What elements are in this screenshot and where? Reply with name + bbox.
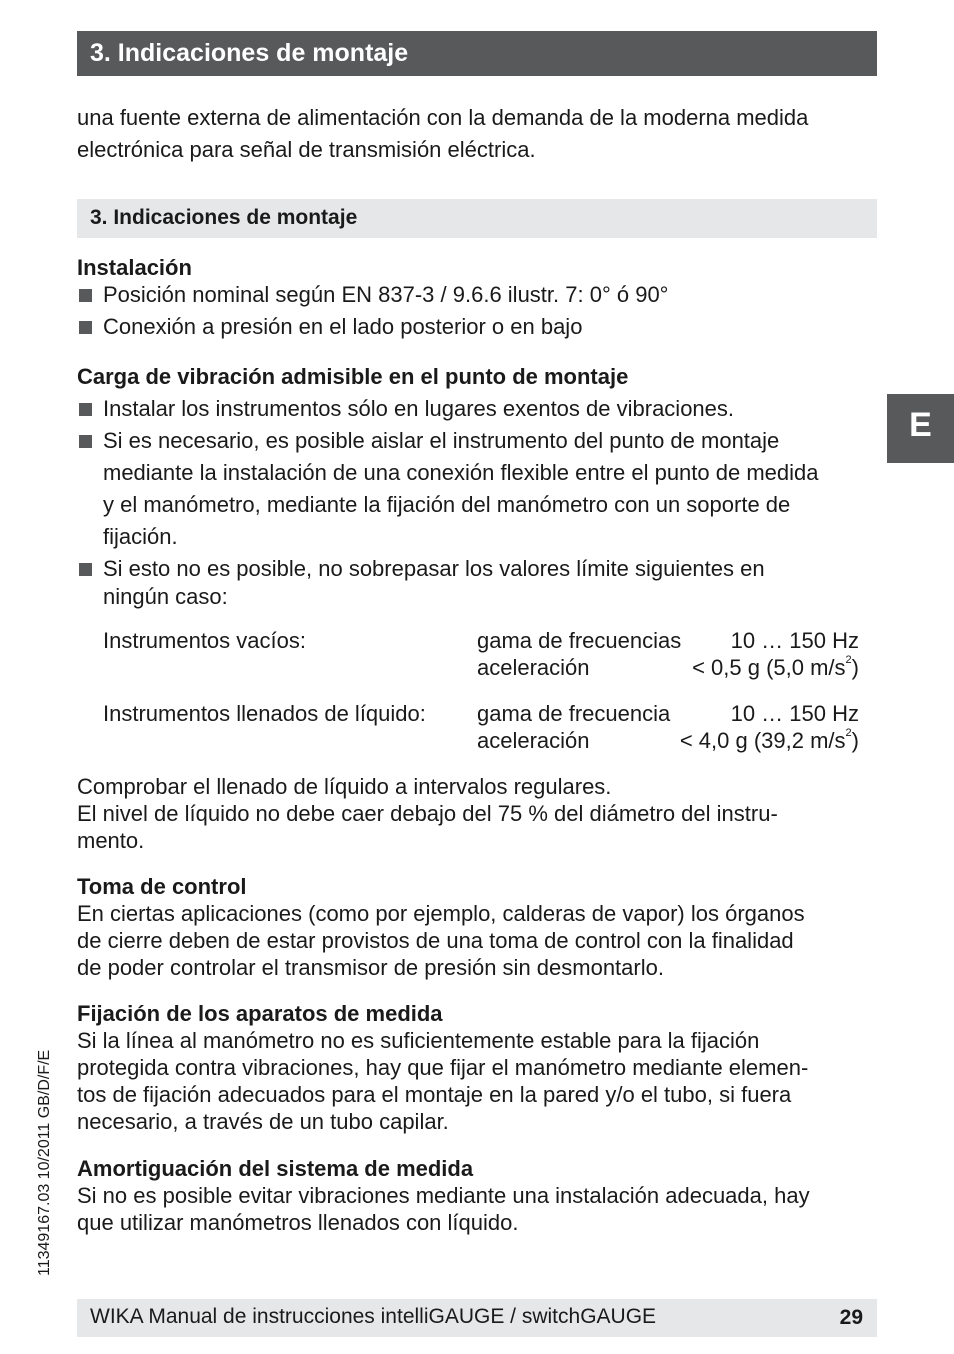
instalacion-bullet-1: Posición nominal según EN 837-3 / 9.6.6 ilustr. 7: 0° ó 90°	[103, 282, 669, 307]
vibracion-bullet-2-line: mediante la instalación de una conexión flexible entre el punto de medida	[103, 460, 819, 485]
limit-freq-label: gama de frecuencia	[477, 701, 671, 726]
toma-line: En ciertas aplicaciones (como por ejemplo, calderas de vapor) los órganos	[77, 901, 805, 926]
fijacion-line: protegida contra vibraciones, hay que fijar el manómetro mediante elemen-	[77, 1055, 809, 1080]
vibracion-bullet-3-line: Si esto no es posible, no sobrepasar los valores límite siguientes en	[103, 556, 765, 581]
limit-label-filled: Instrumentos llenados de líquido:	[103, 701, 426, 726]
chapter-header	[77, 31, 877, 76]
vibracion-bullet-2-line: y el manómetro, mediante la fijación del manómetro con un soporte de	[103, 492, 791, 517]
vibracion-bullet-2-line: fijación.	[103, 524, 178, 549]
toma-line: de poder controlar el transmisor de presión sin desmontarlo.	[77, 955, 664, 980]
limit-freq-value: 10 … 150 Hz	[730, 628, 859, 653]
amortiguacion-line: Si no es posible evitar vibraciones mediante una instalación adecuada, hay	[77, 1183, 810, 1208]
intro-line-2: electrónica para señal de transmisión eléctrica.	[77, 137, 536, 162]
vibracion-bullet-2-line: Si es necesario, es posible aislar el instrumento del punto de montaje	[103, 428, 780, 453]
limit-acc-value: < 0,5 g (5,0 $m/s^2$)	[692, 654, 859, 680]
page-number: 29	[839, 1306, 863, 1329]
bullet-square-icon	[79, 289, 92, 302]
amortiguacion-line: que utilizar manómetros llenados con líquido.	[77, 1210, 519, 1235]
limit-acc-label: aceleración	[477, 655, 590, 680]
limit-freq-label: gama de frecuencias	[477, 628, 682, 653]
fijacion-heading: Fijación de los aparatos de medida	[77, 1001, 443, 1026]
limit-acc-label: aceleración	[477, 728, 590, 753]
chapter-title: 3. Indicaciones de montaje	[90, 39, 409, 67]
document-code: 11349167.03 10/2011 GB/D/F/E	[36, 1049, 53, 1276]
vibracion-heading: Carga de vibración admisible en el punto de montaje	[77, 364, 629, 389]
llenado-line: El nivel de líquido no debe caer debajo del 75 % del diámetro del instru-	[77, 801, 778, 826]
fijacion-line: necesario, a través de un tubo capilar.	[77, 1109, 449, 1134]
limit-label-empty: Instrumentos vacíos:	[103, 628, 306, 653]
bullet-square-icon	[79, 321, 92, 334]
vibracion-bullet-3-line: ningún caso:	[103, 584, 228, 609]
limit-freq-value: 10 … 150 Hz	[730, 701, 859, 726]
bullet-square-icon	[79, 403, 92, 416]
toma-line: de cierre deben de estar provistos de una toma de control con la finalidad	[77, 928, 794, 953]
footer-text: WIKA Manual de instrucciones intelliGAUGE / switchGAUGE	[90, 1305, 657, 1328]
instalacion-bullet-2: Conexión a presión en el lado posterior o en bajo	[103, 314, 583, 339]
bullet-square-icon	[79, 563, 92, 576]
intro-line-1: una fuente externa de alimentación con la demanda de la moderna medida	[77, 105, 809, 130]
llenado-line: Comprobar el llenado de líquido a intervalos regulares.	[77, 774, 612, 799]
language-tab	[887, 394, 954, 463]
section-header	[77, 199, 877, 238]
limit-acc-value: < 4,0 g (39,2 $m/s^2$)	[679, 727, 859, 753]
section-title: 3. Indicaciones de montaje	[90, 206, 358, 229]
fijacion-line: Si la línea al manómetro no es suficientemente estable para la fijación	[77, 1028, 760, 1053]
amortiguacion-heading: Amortiguación del sistema de medida	[77, 1156, 474, 1181]
fijacion-line: tos de fijación adecuados para el montaje en la pared y/o el tubo, si fuera	[77, 1082, 792, 1107]
vibracion-bullet-1: Instalar los instrumentos sólo en lugares exentos de vibraciones.	[103, 396, 735, 421]
page-footer	[77, 1299, 877, 1337]
bullet-square-icon	[79, 435, 92, 448]
llenado-line: mento.	[77, 828, 145, 853]
instalacion-heading: Instalación	[77, 255, 192, 280]
language-tab-label: E	[909, 406, 932, 444]
toma-heading: Toma de control	[77, 874, 247, 899]
